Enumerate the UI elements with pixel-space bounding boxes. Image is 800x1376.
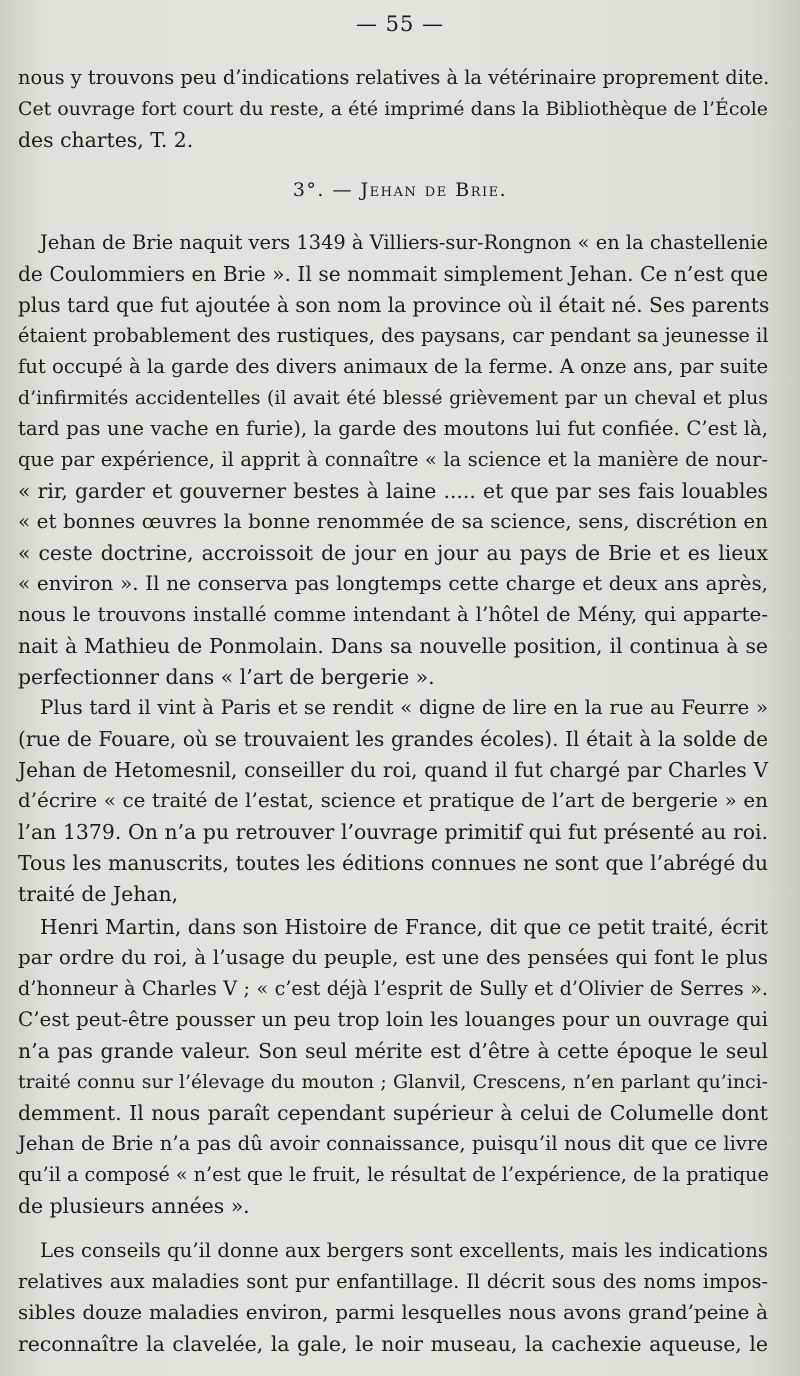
- paragraph-line: n’a pas grande valeur. Son seul mérite est d’être à cette époque le seul: [18, 1039, 768, 1063]
- paragraph-line: qu’il a composé « n’est que le fruit, le résultat de l’expérience, de la pratique: [18, 1163, 769, 1186]
- paragraph-line: tard pas une vache en furie), la garde des moutons lui fut confiée. C’est là,: [18, 417, 768, 440]
- paragraph-line: « environ ». Il ne conserva pas longtemps cette charge et deux ans après,: [18, 572, 768, 595]
- paragraph-line: C’est peut-être pousser un peu trop loin les louanges pour un ouvrage qui: [18, 1008, 768, 1031]
- intro-line: Cet ouvrage fort court du reste, a été imprimé dans la Bibliothèque de l’École: [18, 98, 768, 120]
- paragraph-line: fut occupé à la garde des divers animaux de la ferme. A onze ans, par suite: [18, 355, 769, 378]
- paragraph-line: d’écrire « ce traité de l’estat, science et pratique de l’art de bergerie » en: [18, 789, 768, 812]
- paragraph-line: « et bonnes œuvres la bonne renommée de sa science, sens, discrétion en: [18, 510, 768, 533]
- paragraph-line: par ordre du roi, à l’usage du peuple, est une des pensées qui font le plus: [18, 946, 768, 969]
- paragraph-line: de Coulommiers en Brie ». Il se nommait simplement Jehan. Ce n’est que: [18, 262, 768, 286]
- paragraph-line: que par expérience, il apprit à connaître « la science et la manière de nour-: [18, 448, 768, 471]
- paragraph-line: « ceste doctrine, accroissoit de jour en jour au pays de Brie et es lieux: [18, 541, 768, 565]
- paragraph-line: perfectionner dans « l’art de bergerie ».: [18, 665, 435, 689]
- section-heading: [0, 175, 800, 205]
- intro-line: nous y trouvons peu d’indications relatives à la vétérinaire proprement dite.: [18, 66, 770, 89]
- paragraph-line: l’an 1379. On n’a pu retrouver l’ouvrage primitif qui fut présenté au roi.: [18, 820, 768, 844]
- paragraph-line: relatives aux maladies sont pur enfantillage. Il décrit sous des noms impos-: [18, 1270, 768, 1293]
- paragraph-line: Les conseils qu’il donne aux bergers sont excellents, mais les indications: [40, 1239, 768, 1262]
- paragraph-line: traité de Jehan,: [18, 882, 179, 906]
- paragraph-line: demment. Il nous paraît cependant supérieur à celui de Columelle dont: [18, 1101, 768, 1125]
- paragraph-line: plus tard que fut ajoutée à son nom la province où il était né. Ses parents: [18, 293, 770, 317]
- paragraph-line: Plus tard il vint à Paris et se rendit « digne de lire en la rue au Feurre »: [40, 696, 768, 719]
- paragraph-line: Henri Martin, dans son Histoire de France, dit que ce petit traité, écrit: [40, 915, 768, 939]
- section-title: Jehan de Brie.: [360, 179, 508, 201]
- paragraph-line: d’infirmités accidentelles (il avait été blessé grièvement par un cheval et plus: [18, 387, 768, 409]
- page-number: — 55 —: [355, 12, 445, 36]
- paragraph-line: Jehan de Brie naquit vers 1349 à Villiers-sur-Rongnon « en la chastellenie: [40, 231, 768, 254]
- intro-line: des chartes, T. 2.: [18, 128, 194, 152]
- paragraph-line: (rue de Fouare, où se trouvaient les grandes écoles). Il était à la solde de: [18, 727, 768, 751]
- section-number: 3°.: [292, 179, 325, 201]
- paragraph-line: « rir, garder et gouverner bestes à laine ..... et que par ses fais louables: [18, 479, 768, 503]
- paragraph-line: Tous les manuscrits, toutes les éditions connues ne sont que l’abrégé du: [18, 851, 768, 875]
- paragraph-line: sibles douze maladies environ, parmi lesquelles nous avons grand’peine à: [18, 1301, 768, 1324]
- paragraph-line: d’honneur à Charles V ; « c’est déjà l’esprit de Sully et d’Olivier de Serres ».: [18, 977, 768, 1000]
- paragraph-line: traité connu sur l’élevage du mouton ; Glanvil, Crescens, n’en parlant qu’inci-: [18, 1071, 768, 1093]
- paragraph-line: nous le trouvons installé comme intendant à l’hôtel de Mény, qui apparte-: [18, 603, 768, 626]
- paragraph-line: reconnaître la clavelée, la gale, le noir museau, la cachexie aqueuse, le: [18, 1332, 768, 1356]
- paragraph-line: de plusieurs années ».: [18, 1194, 250, 1218]
- paragraph-line: nait à Mathieu de Ponmolain. Dans sa nouvelle position, il continua à se: [18, 634, 768, 658]
- paragraph-line: Jehan de Brie n’a pas dû avoir connaissance, puisqu’il nous dit que ce livre: [18, 1132, 768, 1155]
- paragraph-line: étaient probablement des rustiques, des paysans, car pendant sa jeunesse il: [18, 324, 769, 347]
- section-dash: —: [332, 179, 353, 201]
- paragraph-line: Jehan de Hetomesnil, conseiller du roi, quand il fut chargé par Charles V: [18, 758, 768, 782]
